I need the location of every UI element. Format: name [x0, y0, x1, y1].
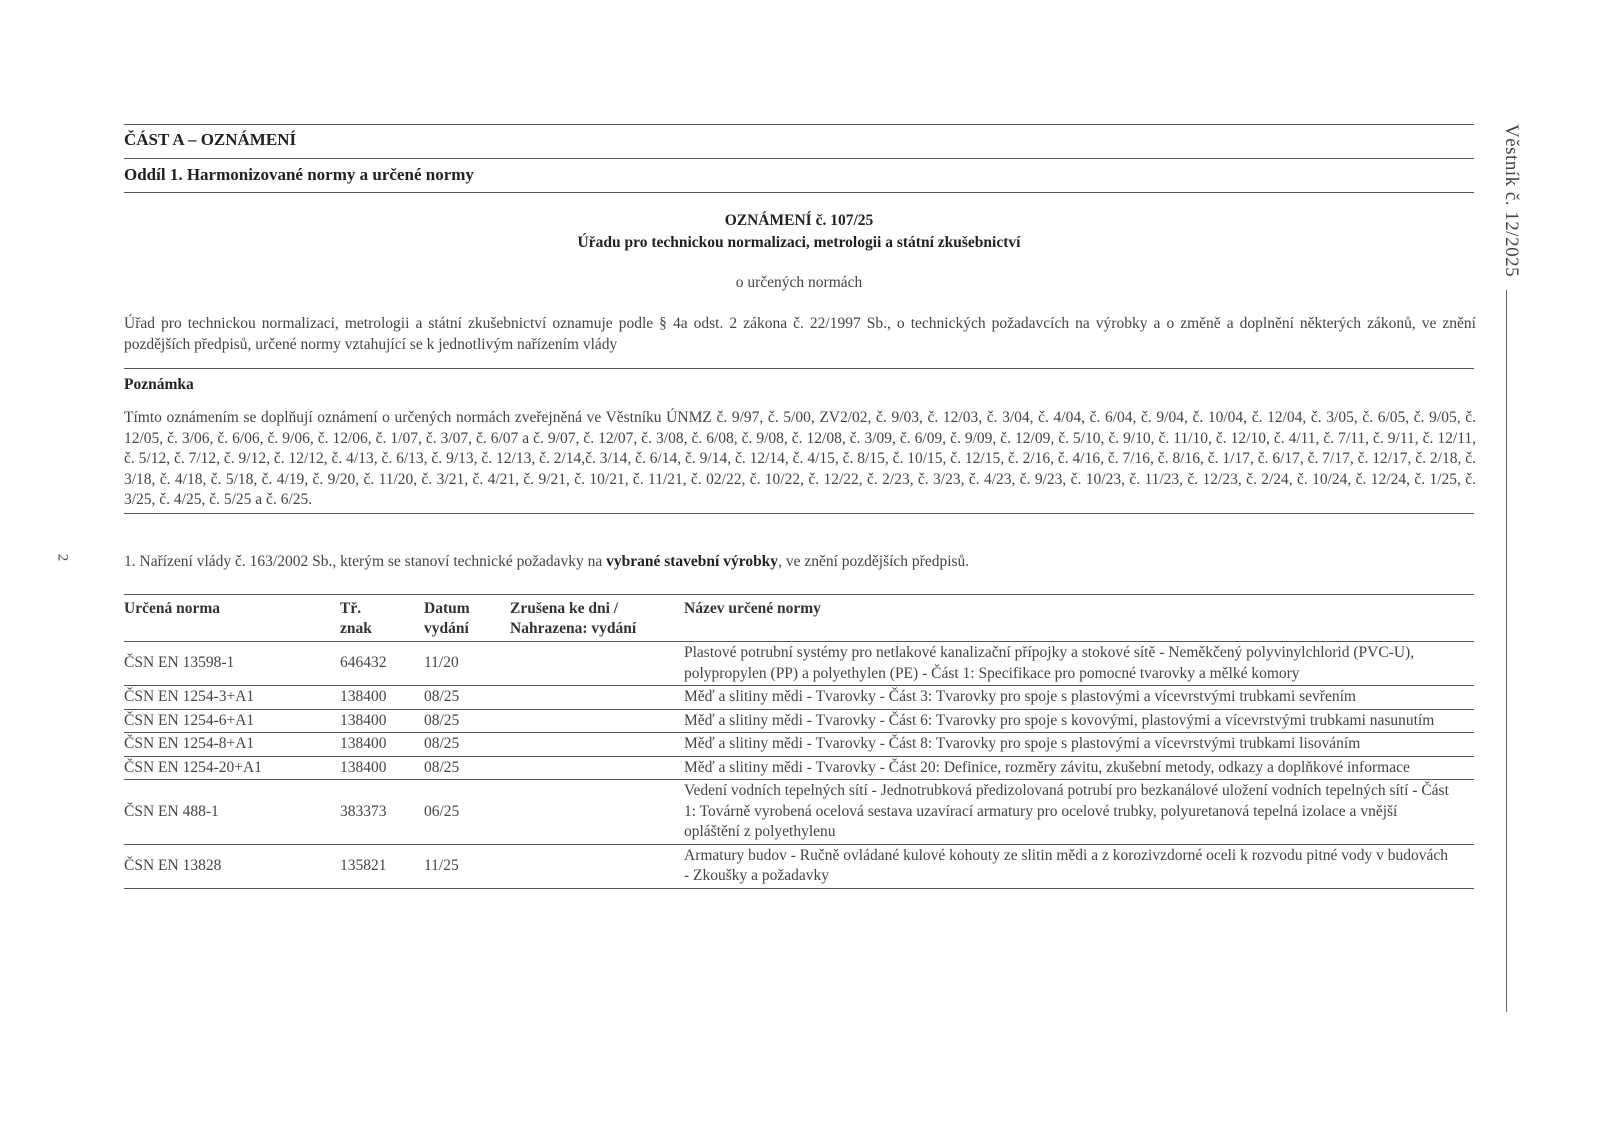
side-divider	[1506, 290, 1507, 1012]
table-row	[124, 642, 1474, 686]
note-heading: Poznámka	[124, 376, 194, 393]
journal-issue-label: Věstník č. 12/2025	[1501, 124, 1522, 278]
notice-subject: o určených normách	[735, 274, 863, 291]
cell-norm: ČSN EN 1254-3+A1	[124, 686, 340, 710]
cell-cancel	[510, 642, 684, 686]
cell-name: Plastové potrubní systémy pro netlakové kanalizační přípojky a stokové sítě - Neměkčený polyvinylchlorid (PVC-U), polypropylen (PP) a polyethylen (PE) - Část 1: Specifikace pro pomocné tvarovky a mělké komory	[684, 642, 1474, 686]
cell-name: Vedení vodních tepelných sítí - Jednotrubková předizolovaná potrubí pro bezkanálové uložení vodních tepelných sítí - Část 1: Továrně vyrobená ocelová sestava uzavírací armatury pro ocelové trubky, polyuretanová tepelná izolace a vnější opláštění z polyethylenu	[684, 780, 1474, 845]
cell-norm: ČSN EN 1254-20+A1	[124, 756, 340, 780]
cell-name: Měď a slitiny mědi - Tvarovky - Část 3: Tvarovky pro spoje s plastovými a vícevrstvými trubkami sevřením	[684, 686, 1474, 710]
cell-name: Měď a slitiny mědi - Tvarovky - Část 20: Definice, rozměry závitu, zkušební metody, odkazy a doplňkové informace	[684, 756, 1474, 780]
header-name: Název určené normy	[684, 595, 1474, 642]
header-cancel: Zrušena ke dni / Nahrazena: vydání	[510, 595, 684, 642]
cell-norm: ČSN EN 13828	[124, 844, 340, 888]
note-top-rule	[124, 368, 1474, 369]
top-rule	[124, 124, 1474, 125]
table-header-row	[124, 595, 1474, 642]
cell-norm: ČSN EN 488-1	[124, 780, 340, 845]
cell-name: Měď a slitiny mědi - Tvarovky - Část 8: Tvarovky pro spoje s plastovými a vícevrstvými trubkami lisováním	[684, 733, 1474, 757]
cell-class: 138400	[340, 709, 424, 733]
notice-issuer: Úřadu pro technickou normalizaci, metrologii a státní zkušebnictví	[577, 234, 1021, 251]
part-title: ČÁST A – OZNÁMENÍ	[124, 130, 297, 149]
cell-norm: ČSN EN 13598-1	[124, 642, 340, 686]
page-number: 2	[54, 553, 71, 562]
cell-cancel	[510, 733, 684, 757]
table-row	[124, 844, 1474, 888]
notice-number: OZNÁMENÍ č. 107/25	[724, 212, 874, 229]
table-row	[124, 756, 1474, 780]
cell-norm: ČSN EN 1254-6+A1	[124, 709, 340, 733]
cell-date: 08/25	[424, 756, 510, 780]
regulation-prefix: 1. Nařízení vlády č. 163/2002 Sb., kterým se stanoví technické požadavky na	[124, 553, 607, 570]
intro-paragraph: Úřad pro technickou normalizaci, metrologii a státní zkušebnictví oznamuje podle § 4a odst. 2 zákona č. 22/1997 Sb., o technických požadavcích na výrobky a o změně a doplnění některých zákonů, ve znění pozdějších předpisů, určené normy vztahující se k jednotlivým nařízením vlády	[124, 315, 1476, 353]
table-row	[124, 686, 1474, 710]
cell-cancel	[510, 686, 684, 710]
cell-cancel	[510, 780, 684, 845]
table-row	[124, 709, 1474, 733]
cell-class: 383373	[340, 780, 424, 845]
header-date: Datum vydání	[424, 595, 510, 642]
cell-cancel	[510, 844, 684, 888]
cell-date: 08/25	[424, 709, 510, 733]
note-paragraph: Tímto oznámením se doplňují oznámení o určených normách zveřejněná ve Věstníku ÚNMZ č. 9/97, č. 5/00, ZV2/02, č. 9/03, č. 12/03, č. 3/04, č. 4/04, č. 6/04, č. 9/04, č. 10/04, č. 12/04, č. 3/05, č. 6/05, č. 9/05, č. 12/05, č. 3/06, č. 6/06, č. 9/06, č. 12/06, č. 1/07, č. 3/07, č. 6/07 a č. 9/07, č. 12/07, č. 3/08, č. 6/08, č. 9/08, č. 12/08, č. 3/09, č. 6/09, č. 9/09, č. 12/09, č. 5/10, č. 9/10, č. 11/10, č. 12/10, č. 4/11, č. 7/11, č. 9/11, č. 12/11, č. 5/12, č. 7/12, č. 9/12, č. 12/12, č. 4/13, č. 6/13, č. 9/13, č. 12/13, č. 2/14,č. 3/14, č. 6/14, č. 9/14, č. 12/14, č. 4/15, č. 8/15, č. 10/15, č. 12/15, č. 2/16, č. 4/16, č. 7/16, č. 8/16, č. 1/17, č. 6/17, č. 7/17, č. 12/17, č. 2/18, č. 3/18, č. 4/18, č. 5/18, č. 4/19, č. 9/20, č. 11/20, č. 3/21, č. 4/21, č. 9/21, č. 10/21, č. 11/21, č. 02/22, č. 10/22, č. 12/22, č. 2/23, č. 3/23, č. 4/23, č. 9/23, č. 10/23, č. 11/23, č. 12/23, č. 2/24, č. 10/24, č. 12/24, č. 1/25, č. 3/25, č. 4/25, č. 5/25 a č. 6/25.	[124, 409, 1476, 508]
cell-class: 138400	[340, 756, 424, 780]
part-rule	[124, 158, 1474, 159]
header-norm: Určená norma	[124, 595, 340, 642]
table-row	[124, 780, 1474, 845]
cell-date: 06/25	[424, 780, 510, 845]
regulation-line	[124, 552, 1476, 573]
cell-class: 138400	[340, 686, 424, 710]
cell-name: Měď a slitiny mědi - Tvarovky - Část 6: Tvarovky pro spoje s kovovými, plastovými a vícevrstvými trubkami nasunutím	[684, 709, 1474, 733]
section-title: Oddíl 1. Harmonizované normy a určené normy	[124, 165, 474, 184]
cell-norm: ČSN EN 1254-8+A1	[124, 733, 340, 757]
note-bottom-rule	[124, 513, 1474, 514]
cell-date: 11/25	[424, 844, 510, 888]
regulation-bold: vybrané stavební výrobky	[606, 553, 779, 570]
cell-class: 135821	[340, 844, 424, 888]
cell-class: 138400	[340, 733, 424, 757]
cell-name: Armatury budov - Ručně ovládané kulové kohouty ze slitin mědi a z korozivzdorné oceli k rozvodu pitné vody v budovách - Zkoušky a požadavky	[684, 844, 1474, 888]
cell-date: 08/25	[424, 686, 510, 710]
regulation-suffix: , ve znění pozdějších předpisů.	[778, 553, 970, 570]
cell-date: 08/25	[424, 733, 510, 757]
table-row	[124, 733, 1474, 757]
cell-date: 11/20	[424, 642, 510, 686]
cell-class: 646432	[340, 642, 424, 686]
norms-table	[124, 594, 1474, 889]
header-class: Tř. znak	[340, 595, 424, 642]
section-rule	[124, 192, 1474, 193]
cell-cancel	[510, 756, 684, 780]
cell-cancel	[510, 709, 684, 733]
